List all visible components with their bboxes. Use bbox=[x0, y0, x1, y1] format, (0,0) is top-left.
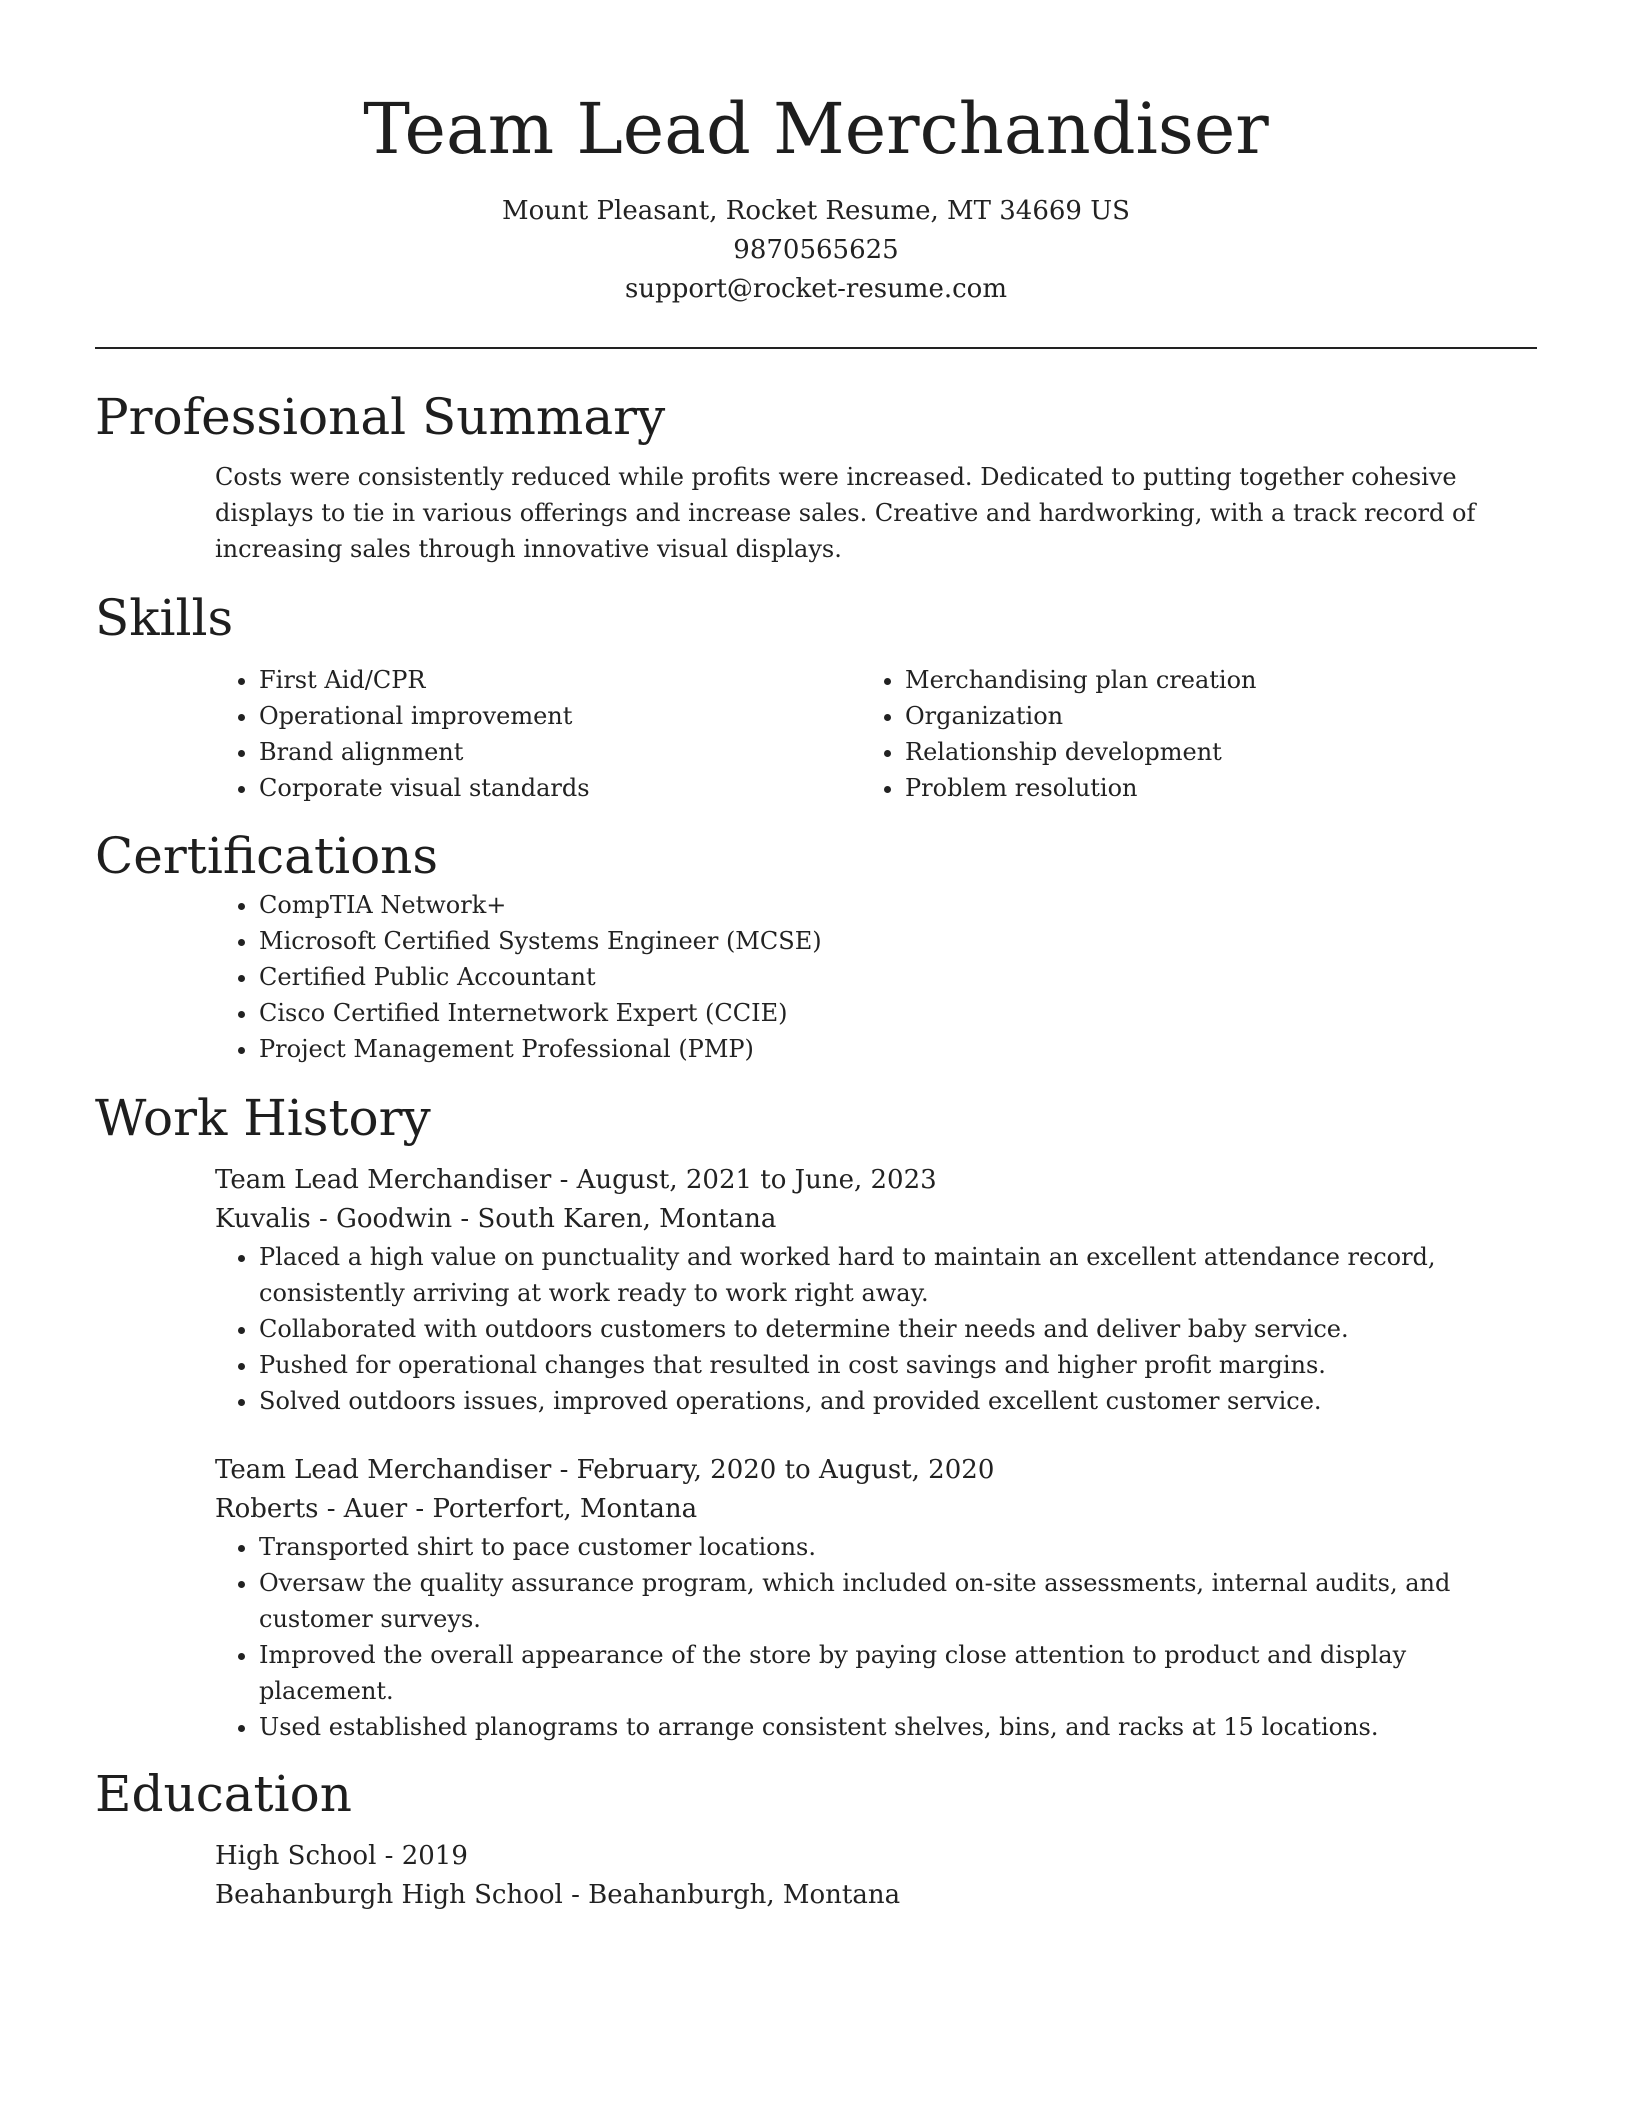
degree-line: High School - 2019 bbox=[215, 1841, 468, 1871]
contact-phone: 9870565625 bbox=[733, 235, 899, 265]
job-title-line: Team Lead Merchandiser - February, 2020 to August, 2020 bbox=[215, 1455, 995, 1485]
job-company: Roberts - Auer bbox=[215, 1494, 408, 1524]
job-bullets bbox=[95, 1529, 1537, 1745]
school-line: Beahanburgh High School - Beahanburgh, Montana bbox=[215, 1880, 901, 1910]
skill-item: • First Aid/CPR bbox=[259, 662, 741, 698]
skill-item: • Operational improvement bbox=[259, 698, 741, 734]
job-bullet: • Pushed for operational changes that resulted in cost savings and higher profit margins. bbox=[259, 1347, 1537, 1383]
education-heading: Education bbox=[95, 1765, 352, 1823]
job-company-line: Roberts - Auer - Porterfort, Montana bbox=[215, 1494, 698, 1524]
certification-item: • Project Management Professional (PMP) bbox=[259, 1031, 1537, 1067]
skill-item: • Merchandising plan creation bbox=[905, 662, 1256, 698]
candidate-name: Team Lead Merchandiser bbox=[363, 88, 1269, 170]
skills-list-left bbox=[95, 662, 741, 806]
contact-info bbox=[95, 192, 1537, 309]
job-title: Team Lead Merchandiser bbox=[215, 1455, 552, 1485]
job-bullet: • Oversaw the quality assurance program, which included on-site assessments, internal audits, and customer surveys. bbox=[259, 1565, 1537, 1637]
certifications-heading: Certifications bbox=[95, 827, 439, 885]
certification-item: • Cisco Certified Internetwork Expert (CCIE) bbox=[259, 995, 1537, 1031]
education-entry bbox=[95, 1837, 1537, 1915]
skills-section bbox=[95, 587, 1537, 806]
certification-item: • CompTIA Network+ bbox=[259, 887, 1537, 923]
job-title-line: Team Lead Merchandiser - August, 2021 to June, 2023 bbox=[215, 1165, 937, 1195]
job-entry bbox=[95, 1451, 1537, 1745]
job-location: Porterfort, Montana bbox=[432, 1494, 698, 1524]
job-dates: August, 2021 to June, 2023 bbox=[576, 1165, 937, 1195]
skill-item: • Relationship development bbox=[905, 734, 1256, 770]
job-bullet: • Used established planograms to arrange consistent shelves, bins, and racks at 15 locations. bbox=[259, 1709, 1537, 1745]
certification-item: • Microsoft Certified Systems Engineer (MCSE) bbox=[259, 923, 1537, 959]
job-bullet: • Improved the overall appearance of the store by paying close attention to product and display placement. bbox=[259, 1637, 1537, 1709]
skills-heading: Skills bbox=[95, 589, 234, 647]
skill-item: • Organization bbox=[905, 698, 1256, 734]
summary-heading: Professional Summary bbox=[95, 388, 666, 446]
header-divider bbox=[95, 347, 1537, 349]
skills-grid bbox=[95, 662, 1537, 806]
job-bullet: • Transported shirt to pace customer locations. bbox=[259, 1529, 1537, 1565]
skill-item: • Brand alignment bbox=[259, 734, 741, 770]
school-location: Beahanburgh, Montana bbox=[588, 1880, 901, 1910]
work-history-heading: Work History bbox=[95, 1089, 431, 1147]
job-location: South Karen, Montana bbox=[477, 1204, 777, 1234]
contact-email: support@rocket-resume.com bbox=[624, 274, 1007, 304]
job-bullet: • Collaborated with outdoors customers to determine their needs and deliver baby service. bbox=[259, 1311, 1537, 1347]
job-company: Kuvalis - Goodwin bbox=[215, 1204, 453, 1234]
skills-list-right bbox=[741, 662, 1256, 806]
job-dates: February, 2020 to August, 2020 bbox=[576, 1455, 995, 1485]
job-entry bbox=[95, 1161, 1537, 1419]
job-bullets bbox=[95, 1239, 1537, 1419]
job-title: Team Lead Merchandiser bbox=[215, 1165, 552, 1195]
certification-item: • Certified Public Accountant bbox=[259, 959, 1537, 995]
contact-address: Mount Pleasant, Rocket Resume, MT 34669 US bbox=[502, 196, 1130, 226]
job-company-line: Kuvalis - Goodwin - South Karen, Montana bbox=[215, 1204, 777, 1234]
summary-text: Costs were consistently reduced while profits were increased. Dedicated to putting together cohesive displays to tie in various offerings and increase sales. Creative and hardworking, with a track record of increasing sales through innovative visual displays. bbox=[215, 463, 1476, 563]
degree: High School bbox=[215, 1841, 377, 1871]
graduation-year: 2019 bbox=[401, 1841, 468, 1871]
school-name: Beahanburgh High School bbox=[215, 1880, 563, 1910]
skill-item: • Corporate visual standards bbox=[259, 770, 741, 806]
work-history-section bbox=[95, 1087, 1537, 1745]
job-bullet: • Solved outdoors issues, improved operations, and provided excellent customer service. bbox=[259, 1383, 1537, 1419]
education-section bbox=[95, 1763, 1537, 1915]
skill-item: • Problem resolution bbox=[905, 770, 1256, 806]
certifications-section bbox=[95, 825, 1537, 1067]
certifications-list bbox=[95, 887, 1537, 1067]
summary-section bbox=[95, 386, 1537, 567]
job-bullet: • Placed a high value on punctuality and worked hard to maintain an excellent attendance record, consistently arriving at work ready to work right away. bbox=[259, 1239, 1537, 1311]
